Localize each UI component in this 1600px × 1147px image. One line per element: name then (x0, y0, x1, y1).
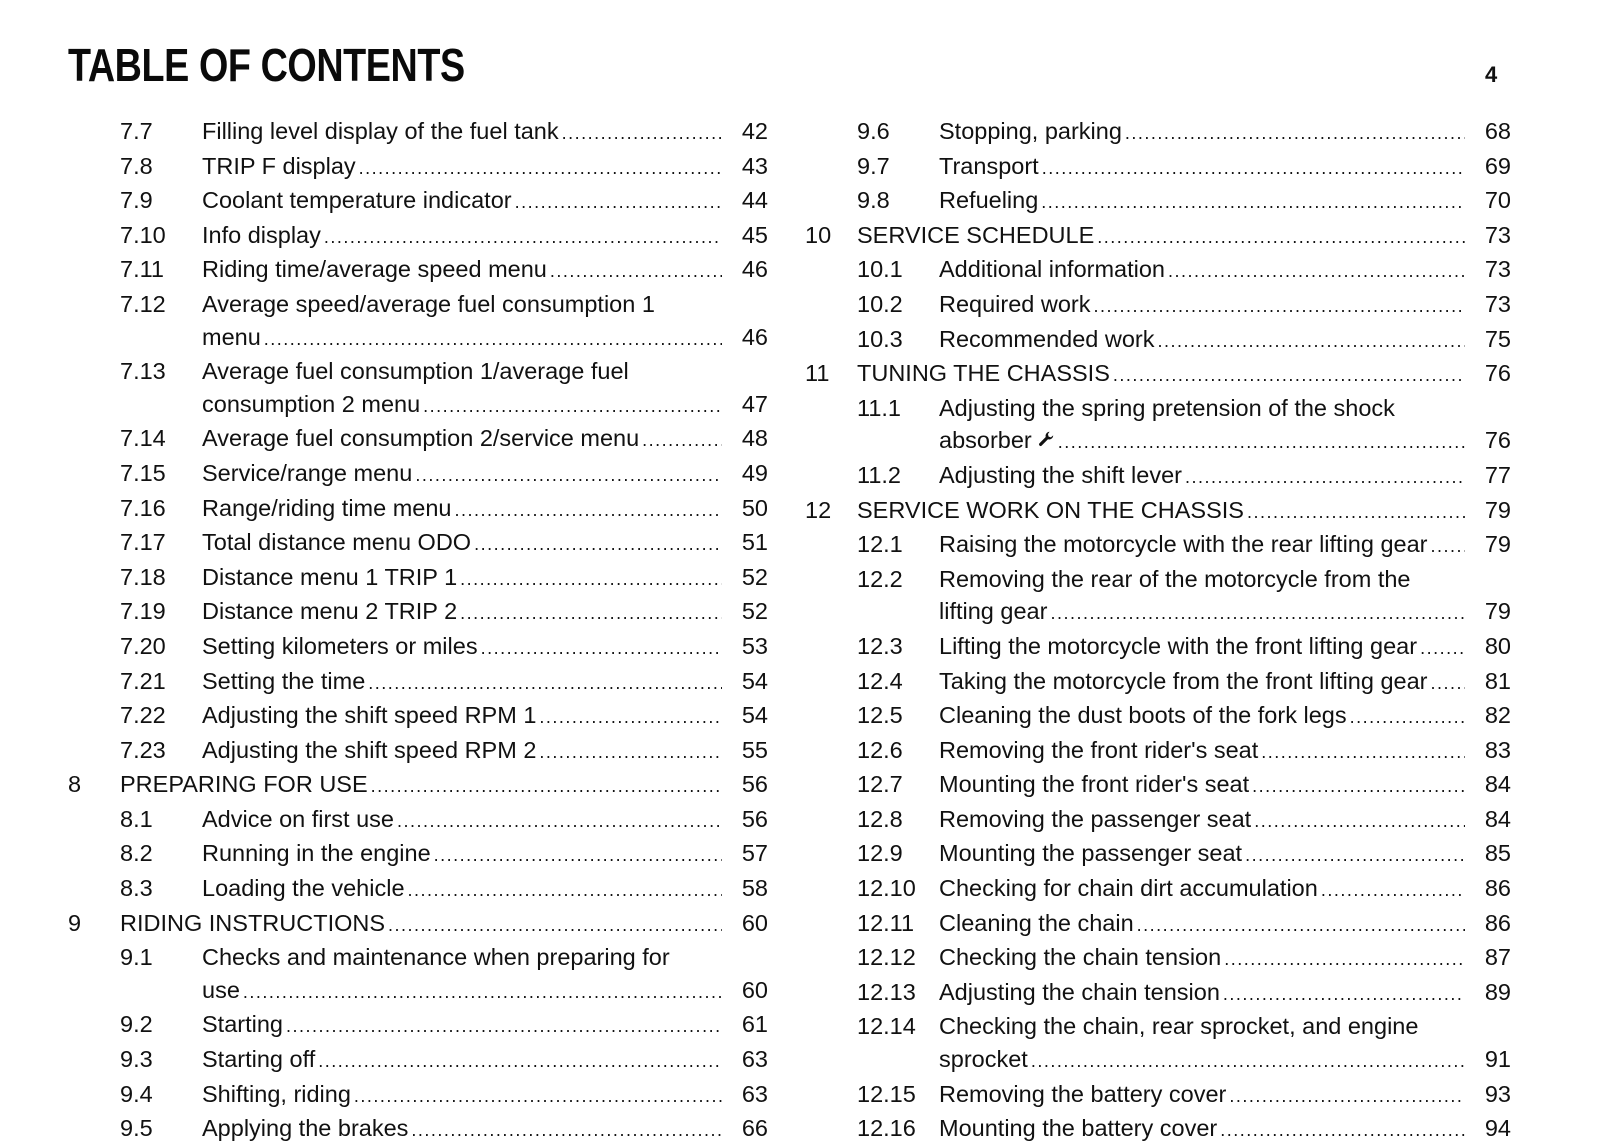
entry-title: Service/range menu (202, 459, 413, 486)
leader-dots (423, 390, 722, 423)
entry-number: 9.6 (857, 118, 890, 144)
page-ref[interactable]: 54 (741, 702, 768, 729)
page-ref[interactable]: 70 (1484, 187, 1511, 214)
entry-title: Mounting the passenger seat (939, 840, 1243, 867)
toc-section-entry[interactable] (805, 734, 1511, 769)
leader-dots (539, 736, 722, 769)
leader-dots (460, 563, 722, 596)
entry-number: 10 (805, 221, 832, 248)
entry-title: Removing the front rider's seat (939, 736, 1259, 763)
entry-title: Checking the chain, rear sprocket, and engine (939, 1013, 1419, 1040)
page-ref[interactable]: 43 (741, 152, 768, 179)
entry-number: 7.17 (120, 529, 166, 556)
toc-section-entry[interactable] (68, 355, 768, 422)
page-ref[interactable]: 51 (741, 529, 768, 556)
page-ref[interactable]: 44 (741, 187, 768, 214)
leader-dots (354, 1080, 722, 1113)
toc-section-entry[interactable] (805, 459, 1511, 494)
page-ref[interactable]: 73 (1484, 290, 1511, 317)
page-ref[interactable]: 84 (1484, 805, 1511, 832)
entry-title: Adjusting the shift speed RPM 1 (202, 702, 537, 729)
leader-dots (1158, 325, 1465, 358)
leader-dots (539, 701, 722, 734)
toc-section-entry[interactable] (68, 803, 768, 838)
entry-title: Info display (202, 221, 321, 248)
entry-number: 7.7 (120, 118, 153, 144)
leader-dots (368, 667, 722, 700)
page-ref[interactable]: 86 (1484, 875, 1511, 902)
entry-number: 7.10 (120, 221, 166, 248)
entry-title: Removing the rear of the motorcycle from the (939, 565, 1411, 592)
entry-number: 7.12 (120, 290, 166, 317)
page-ref[interactable]: 94 (1484, 1115, 1511, 1142)
page-ref[interactable]: 79 (1484, 598, 1511, 625)
entry-title: Raising the motorcycle with the rear lifting gear (939, 531, 1428, 558)
page-ref[interactable]: 56 (741, 771, 768, 798)
leader-dots (562, 117, 722, 150)
toc-section-entry[interactable] (68, 630, 768, 665)
entry-title: Checking the chain tension (939, 944, 1222, 971)
page-ref[interactable]: 73 (1484, 256, 1511, 283)
toc-section-entry[interactable] (805, 699, 1511, 734)
toc-section-entry[interactable] (68, 288, 768, 355)
leader-dots (388, 909, 722, 942)
toc-section-entry[interactable] (805, 907, 1511, 942)
entry-title: Average fuel consumption 2/service menu (202, 425, 640, 452)
leader-dots (550, 255, 722, 288)
page-ref[interactable]: 60 (741, 976, 768, 1003)
toc-section-entry[interactable] (805, 941, 1511, 976)
entry-number: 12.5 (857, 702, 903, 729)
leader-dots (415, 459, 722, 492)
leader-dots (642, 424, 722, 457)
toc-section-entry[interactable] (805, 803, 1511, 838)
page-ref[interactable]: 49 (741, 459, 768, 486)
leader-dots (324, 221, 722, 254)
entry-number: 9.7 (857, 152, 890, 179)
leader-dots (1431, 667, 1466, 700)
leader-dots (481, 632, 722, 665)
entry-title: Setting kilometers or miles (202, 632, 478, 659)
toc-section-entry[interactable] (805, 1112, 1511, 1147)
page-ref[interactable]: 66 (741, 1115, 768, 1142)
page-ref[interactable]: 56 (741, 805, 768, 832)
entry-title: Adjusting the shift speed RPM 2 (202, 736, 537, 763)
entry-number: 12.4 (857, 667, 903, 694)
page-ref[interactable]: 79 (1484, 531, 1511, 558)
page-ref[interactable]: 68 (1484, 118, 1511, 144)
entry-title: Average speed/average fuel consumption 1 (202, 290, 655, 317)
entry-title: Shifting, riding (202, 1080, 351, 1107)
toc-section-entry[interactable] (68, 665, 768, 700)
entry-number: 9.2 (120, 1011, 153, 1038)
toc-section-entry[interactable] (68, 1112, 768, 1147)
leader-dots (474, 528, 722, 561)
toc-section-entry[interactable] (68, 526, 768, 561)
entry-title: RIDING INSTRUCTIONS (120, 909, 386, 936)
page-ref[interactable]: 79 (1484, 496, 1511, 523)
leader-dots (1058, 426, 1465, 459)
entry-title: lifting gear (939, 598, 1048, 625)
entry-title: Adjusting the shift lever (939, 461, 1182, 488)
entry-title: Running in the engine (202, 840, 431, 867)
entry-title: Range/riding time menu (202, 494, 452, 521)
entry-title: Recommended work (939, 325, 1155, 352)
entry-title: Lifting the motorcycle with the front lifting gear (939, 632, 1418, 659)
toc-section-entry[interactable] (805, 1010, 1511, 1077)
leader-dots (1050, 597, 1465, 630)
toc-section-entry[interactable] (805, 872, 1511, 907)
leader-dots (1254, 805, 1465, 838)
entry-title: use (202, 976, 240, 1003)
entry-title: Taking the motorcycle from the front lifting gear (939, 667, 1428, 694)
leader-dots (1350, 701, 1465, 734)
leader-dots (515, 186, 722, 219)
leader-dots (455, 494, 723, 527)
entry-number: 12.10 (857, 875, 916, 902)
leader-dots (1431, 530, 1466, 563)
leader-dots (434, 839, 722, 872)
wrench-icon (1037, 424, 1055, 442)
entry-title: Starting off (202, 1046, 316, 1073)
entry-number: 12.12 (857, 944, 916, 971)
leader-dots (1097, 221, 1465, 254)
entry-number: 11.2 (857, 461, 901, 488)
entry-number: 8.1 (120, 805, 153, 832)
toc-section-entry[interactable] (68, 699, 768, 734)
entry-number: 9 (68, 909, 82, 936)
page-ref[interactable]: 77 (1484, 461, 1511, 488)
toc-section-entry[interactable] (68, 561, 768, 596)
toc-section-entry[interactable] (68, 1008, 768, 1043)
page-ref[interactable]: 46 (741, 256, 768, 283)
page-ref[interactable]: 80 (1484, 632, 1511, 659)
leader-dots (1094, 290, 1465, 323)
toc-section-entry[interactable] (805, 184, 1511, 219)
entry-number: 7.23 (120, 736, 166, 763)
page-ref[interactable]: 73 (1484, 221, 1511, 248)
entry-title: SERVICE WORK ON THE CHASSIS (857, 496, 1244, 523)
entry-title: Average fuel consumption 1/average fuel (202, 358, 629, 385)
toc-section-entry[interactable] (805, 528, 1511, 563)
entry-number: 7.16 (120, 494, 166, 521)
entry-title: Filling level display of the fuel tank (202, 118, 559, 144)
page-ref[interactable]: 75 (1484, 325, 1511, 352)
toc-section-entry[interactable] (805, 1078, 1511, 1113)
toc-chapter-entry[interactable] (805, 494, 1511, 529)
toc-section-entry[interactable] (805, 115, 1511, 150)
entry-number: 9.4 (120, 1080, 153, 1107)
leader-dots (371, 770, 722, 803)
page-ref[interactable]: 76 (1484, 427, 1511, 454)
leader-dots (1245, 839, 1465, 872)
toc-section-entry[interactable] (68, 1078, 768, 1113)
page-ref[interactable]: 87 (1484, 944, 1511, 971)
entry-number: 12.2 (857, 565, 903, 592)
entry-number: 12.16 (857, 1115, 916, 1142)
entry-number: 12.7 (857, 771, 903, 798)
entry-title: Adjusting the spring pretension of the shock (939, 394, 1395, 421)
toc-chapter-entry[interactable] (68, 907, 768, 942)
entry-title: Checks and maintenance when preparing for (202, 944, 670, 971)
entry-title: Riding time/average speed menu (202, 256, 547, 283)
page-ref[interactable]: 89 (1484, 978, 1511, 1005)
leader-dots (460, 597, 722, 630)
page-ref[interactable]: 76 (1484, 360, 1511, 387)
entry-number: 9.3 (120, 1046, 153, 1073)
entry-number: 9.5 (120, 1115, 153, 1142)
page-ref[interactable]: 60 (741, 909, 768, 936)
toc-section-entry[interactable] (805, 288, 1511, 323)
toc-section-entry[interactable] (68, 837, 768, 872)
leader-dots (1041, 186, 1465, 219)
leader-dots (264, 323, 722, 356)
page-ref[interactable]: 85 (1484, 840, 1511, 867)
entry-number: 12 (805, 496, 832, 523)
entry-title: Mounting the front rider's seat (939, 771, 1250, 798)
toc-section-entry[interactable] (805, 630, 1511, 665)
entry-number: 12.13 (857, 978, 916, 1005)
leader-dots (1229, 1080, 1465, 1113)
entry-number: 10.1 (857, 256, 903, 283)
entry-title: menu (202, 323, 261, 350)
toc-section-entry[interactable] (805, 976, 1511, 1011)
entry-title: Required work (939, 290, 1091, 317)
entry-title: absorber (939, 427, 1032, 454)
leader-dots (286, 1010, 722, 1043)
entry-number: 12.1 (857, 531, 903, 558)
entry-title: Checking for chain dirt accumulation (939, 875, 1318, 902)
page-ref[interactable]: 50 (741, 494, 768, 521)
entry-number: 12.15 (857, 1080, 916, 1107)
page-ref[interactable]: 91 (1484, 1046, 1511, 1073)
leader-dots (243, 976, 722, 1009)
page-ref[interactable]: 61 (741, 1011, 768, 1038)
entry-number: 12.8 (857, 805, 903, 832)
leader-dots (1185, 461, 1465, 494)
entry-number: 7.22 (120, 702, 166, 729)
page-ref[interactable]: 81 (1484, 667, 1511, 694)
toc-section-entry[interactable] (68, 219, 768, 254)
toc-section-entry[interactable] (68, 492, 768, 527)
page-ref[interactable]: 57 (741, 840, 768, 867)
page-ref[interactable]: 84 (1484, 771, 1511, 798)
entry-title: Stopping, parking (939, 118, 1122, 144)
page-ref[interactable]: 52 (741, 563, 768, 590)
toc-section-entry[interactable] (68, 184, 768, 219)
leader-dots (1220, 1114, 1465, 1147)
entry-number: 8 (68, 771, 82, 798)
entry-title: Applying the brakes (202, 1115, 409, 1142)
leader-dots (359, 152, 722, 185)
toc-section-entry[interactable] (68, 422, 768, 457)
entry-number: 12.6 (857, 736, 903, 763)
toc-section-entry[interactable] (805, 253, 1511, 288)
entry-title: Mounting the battery cover (939, 1115, 1218, 1142)
leader-dots (1125, 117, 1465, 150)
entry-title: Distance menu 2 TRIP 2 (202, 598, 458, 625)
page-ref[interactable]: 48 (741, 425, 768, 452)
page-ref[interactable]: 55 (741, 736, 768, 763)
toc-section-entry[interactable] (68, 941, 768, 1008)
leader-dots (1113, 359, 1465, 392)
toc-chapter-entry[interactable] (805, 219, 1511, 254)
page-ref[interactable]: 42 (741, 118, 768, 144)
entry-number: 7.13 (120, 358, 166, 385)
entry-number: 8.3 (120, 875, 153, 902)
entry-title: Refueling (939, 187, 1039, 214)
toc-section-entry[interactable] (805, 768, 1511, 803)
entry-title: Total distance menu ODO (202, 529, 472, 556)
page-ref[interactable]: 52 (741, 598, 768, 625)
entry-number: 7.20 (120, 632, 166, 659)
entry-number: 12.3 (857, 632, 903, 659)
entry-title: Adjusting the chain tension (939, 978, 1220, 1005)
entry-number: 7.11 (120, 256, 164, 283)
toc-chapter-entry[interactable] (68, 768, 768, 803)
page-ref[interactable]: 83 (1484, 736, 1511, 763)
leader-dots (1031, 1045, 1465, 1078)
toc-section-entry[interactable] (68, 734, 768, 769)
toc-section-entry[interactable] (68, 595, 768, 630)
leader-dots (411, 1114, 722, 1147)
entry-title: consumption 2 menu (202, 390, 421, 417)
entry-title: sprocket (939, 1046, 1028, 1073)
page-ref[interactable]: 53 (741, 632, 768, 659)
page-ref[interactable]: 63 (741, 1046, 768, 1073)
toc-section-entry[interactable] (805, 837, 1511, 872)
toc-left-column (68, 115, 768, 1147)
entry-number: 7.8 (120, 152, 153, 179)
entry-title: Setting the time (202, 667, 366, 694)
entry-title: SERVICE SCHEDULE (857, 221, 1095, 248)
page-number: 4 (1485, 62, 1498, 87)
toc-section-entry[interactable] (68, 457, 768, 492)
entry-title: Cleaning the dust boots of the fork legs (939, 702, 1347, 729)
entry-number: 12.11 (857, 909, 915, 936)
leader-dots (397, 805, 722, 838)
leader-dots (1223, 978, 1465, 1011)
toc-section-entry[interactable] (68, 150, 768, 185)
entry-number: 11 (805, 360, 830, 387)
entry-title: Removing the battery cover (939, 1080, 1227, 1107)
page-ref[interactable]: 86 (1484, 909, 1511, 936)
entry-title: Cleaning the chain (939, 909, 1134, 936)
page-ref[interactable]: 82 (1484, 702, 1511, 729)
toc-section-entry[interactable] (68, 1043, 768, 1078)
leader-dots (1321, 874, 1465, 907)
entry-number: 9.1 (120, 944, 153, 971)
entry-number: 7.18 (120, 563, 166, 590)
toc-section-entry[interactable] (805, 323, 1511, 358)
page-ref[interactable]: 54 (741, 667, 768, 694)
page-title: TABLE OF CONTENTS (68, 39, 465, 91)
toc-right-column (805, 115, 1511, 1147)
entry-title: Starting (202, 1011, 283, 1038)
entry-number: 7.9 (120, 187, 153, 214)
leader-dots (1252, 770, 1465, 803)
entry-number: 7.21 (120, 667, 166, 694)
page-ref[interactable]: 69 (1484, 152, 1511, 179)
entry-number: 12.9 (857, 840, 903, 867)
entry-title: Distance menu 1 TRIP 1 (202, 563, 458, 590)
entry-number: 8.2 (120, 840, 153, 867)
toc-section-entry[interactable] (805, 563, 1511, 630)
page-ref[interactable]: 47 (741, 390, 768, 417)
entry-number: 7.15 (120, 459, 166, 486)
leader-dots (1247, 496, 1465, 529)
toc-section-entry[interactable] (68, 253, 768, 288)
toc-section-entry[interactable] (68, 872, 768, 907)
leader-dots (1224, 943, 1465, 976)
toc-section-entry[interactable] (805, 150, 1511, 185)
entry-title: Loading the vehicle (202, 875, 405, 902)
entry-number: 12.14 (857, 1013, 916, 1040)
leader-dots (318, 1045, 722, 1078)
entry-title: Coolant temperature indicator (202, 187, 512, 214)
entry-title: PREPARING FOR USE (120, 771, 368, 798)
entry-title: Additional information (939, 256, 1165, 283)
page-ref[interactable]: 46 (741, 323, 768, 350)
page-ref[interactable]: 93 (1484, 1080, 1511, 1107)
entry-title: Transport (939, 152, 1039, 179)
page-ref[interactable]: 58 (741, 875, 768, 902)
page-ref[interactable]: 63 (741, 1080, 768, 1107)
leader-dots (1168, 255, 1465, 288)
leader-dots (1137, 909, 1465, 942)
entry-title: TUNING THE CHASSIS (857, 360, 1110, 387)
entry-title: Advice on first use (202, 805, 395, 832)
entry-number: 11.1 (857, 394, 901, 421)
entry-title: Removing the passenger seat (939, 805, 1252, 832)
toc-section-entry[interactable] (805, 665, 1511, 700)
entry-number: 10.3 (857, 325, 903, 352)
entry-number: 7.14 (120, 425, 166, 452)
entry-number: 10.2 (857, 290, 903, 317)
page-ref[interactable]: 45 (741, 221, 768, 248)
leader-dots (1042, 152, 1465, 185)
entry-number: 9.8 (857, 187, 890, 214)
leader-dots (408, 874, 722, 907)
leader-dots (1261, 736, 1465, 769)
leader-dots (1420, 632, 1465, 665)
toc-section-entry[interactable] (68, 115, 768, 150)
toc-chapter-entry[interactable] (805, 357, 1511, 392)
entry-title: TRIP F display (202, 152, 356, 179)
toc-section-entry[interactable] (805, 392, 1511, 459)
entry-number: 7.19 (120, 598, 166, 625)
